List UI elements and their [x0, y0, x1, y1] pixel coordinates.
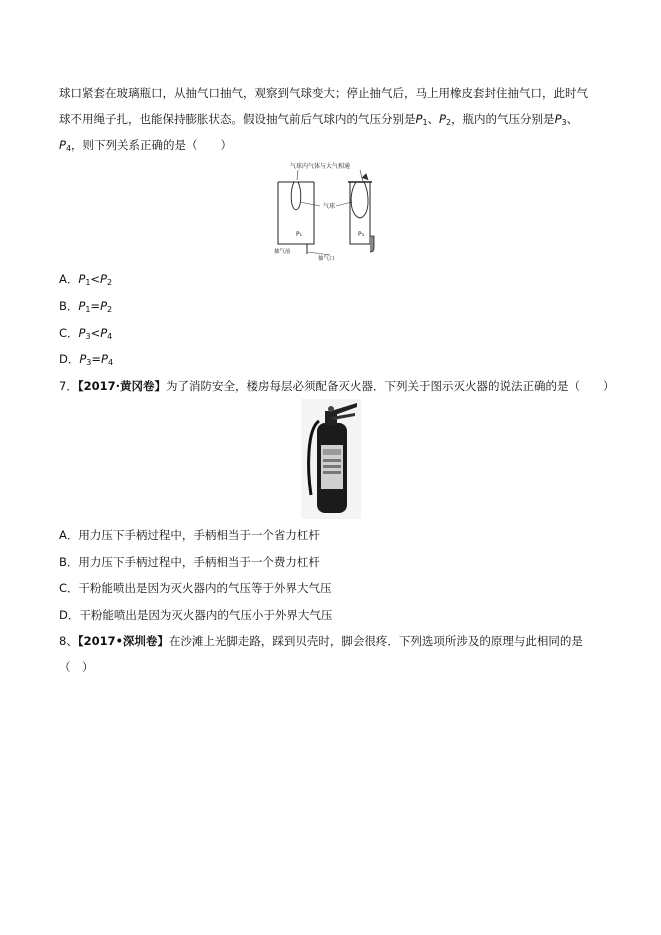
q6-text-line-3: $P_4$，则下列关系正确的是（ ） [59, 138, 233, 153]
q6-option-d: D．$P_3=P_4$ [59, 352, 114, 367]
q7-text: 7．【2017·黄冈卷】为了消防安全，楼房每层必须配备灭火器．下列关于图示灭火器的说法正确的是（ ） [59, 379, 615, 393]
q7-option-b: B．用力压下手柄过程中，手柄相当于一个费力杠杆 [59, 555, 320, 569]
q6-text-line-1: 球口紧套在玻璃瓶口，从抽气口抽气，观察到气球变大；停止抽气后，马上用橡皮套封住抽气口，此时气 [59, 86, 588, 100]
balloon-experiment-figure [270, 158, 400, 262]
q8-paren: （ ） [59, 660, 94, 674]
figure-label-balloon: 气球 [323, 203, 336, 210]
figure-label-before: 抽气前 [274, 249, 291, 255]
q6-option-b: B．$P_1=P_2$ [59, 299, 113, 314]
figure-label-p3: P₃ [358, 231, 365, 238]
q6-text-line-2: 球不用绳子扎，也能保持膨胀状态。假设抽气前后气球内的气压分别是$P_1$、$P_2$，瓶内的气压分别是$P_3$、 [59, 112, 579, 127]
q6-option-c: C．$P_3<P_4$ [59, 326, 113, 341]
figure-label-outlet: 抽气口 [318, 256, 335, 262]
figure-label-p1: P₁ [296, 231, 303, 238]
q8-text: 8、【2017•深圳卷】在沙滩上光脚走路，踩到贝壳时，脚会很疼．下列选项所涉及的原理与此相同的是 [59, 634, 583, 648]
fire-extinguisher-figure [301, 399, 361, 519]
q7-option-c: C．干粉能喷出是因为灭火器内的气压等于外界大气压 [59, 581, 332, 595]
q6-option-a: A．$P_1<P_2$ [59, 272, 113, 287]
q7-option-d: D．干粉能喷出是因为灭火器内的气压小于外界大气压 [59, 608, 333, 622]
figure-label-top: 气球内气体与大气相通 [290, 163, 351, 170]
q7-option-a: A．用力压下手柄过程中，手柄相当于一个省力杠杆 [59, 528, 320, 542]
